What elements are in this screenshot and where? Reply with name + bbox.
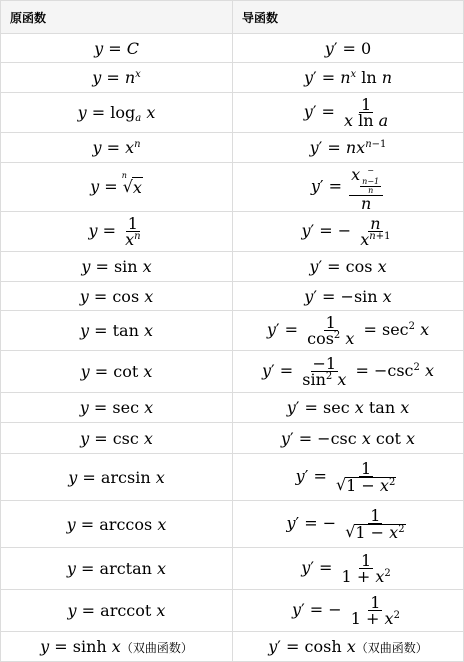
derivative-cell: y′ = $\frac{1}{1 + x^2}$ [233, 548, 464, 590]
derivative-cell: y′ = − 1 √ $1 - x^2$ [233, 501, 464, 548]
table-row [1, 133, 464, 163]
table-row [1, 252, 464, 282]
formula-cell: y = C [1, 34, 233, 63]
derivative-cell: y′ = −sin x [233, 282, 464, 311]
header-derivative: 导函数 [233, 1, 464, 34]
table-row [1, 282, 464, 311]
formula-cell: y = $\frac{1}{x^n}$ [1, 212, 233, 252]
table-row [1, 34, 464, 63]
hyperbolic-note: （双曲函数） [120, 641, 193, 655]
formula-cell: y = sinh x（双曲函数） [1, 632, 233, 662]
derivative-cell: y′ = 1 √ $1 - x^2$ [233, 454, 464, 501]
formula-cell: y = arccos x [1, 501, 233, 548]
table-row [1, 163, 464, 212]
derivative-cell: y′ = cosh x（双曲函数） [233, 632, 464, 662]
derivative-cell: y′ = 0 [233, 34, 464, 63]
derivative-cell: y′ = $\frac{-1}{\sin^2 x}$ = $-\csc^2$ x [233, 351, 464, 393]
table-row [1, 423, 464, 454]
table-row [1, 351, 464, 393]
derivative-cell: y′ = x − n−1 n n [233, 163, 464, 212]
hyperbolic-note: （双曲函数） [355, 641, 428, 655]
derivative-cell: $y' = n^x$ ln n [233, 63, 464, 93]
formula-cell: y = cot x [1, 351, 233, 393]
derivative-cell: y′ = − $\frac{1}{1 + x^2}$ [233, 590, 464, 632]
header-row [1, 1, 464, 34]
table-row [1, 501, 464, 548]
formula-cell: y = tan x [1, 311, 233, 351]
table-row [1, 393, 464, 423]
table-row [1, 548, 464, 590]
derivative-cell: y′ = −csc x cot x [233, 423, 464, 454]
derivative-cell: y′ = − $\frac{n}{x^{n+1}}$ [233, 212, 464, 252]
formula-cell: $y = \log_a x$ [1, 93, 233, 133]
formula-cell: y = sec x [1, 393, 233, 423]
table-row [1, 632, 464, 662]
formula-cell: y = csc x [1, 423, 233, 454]
formula-cell: $y = x^n$ [1, 133, 233, 163]
table-row [1, 454, 464, 501]
derivative-cell: y′ = $\frac{1}{\text{x ln a}}$ [233, 93, 464, 133]
table-row [1, 93, 464, 133]
formula-cell: y = arcsin x [1, 454, 233, 501]
formula-cell: $y = n^x$ [1, 63, 233, 93]
formula-cell: y = cos x [1, 282, 233, 311]
derivative-cell: y′ = sec x tan x [233, 393, 464, 423]
formula-cell: y = sin x [1, 252, 233, 282]
derivative-cell: y′ = cos x [233, 252, 464, 282]
derivative-cell: $y' = nx^{n-1}$ [233, 133, 464, 163]
derivative-cell: y′ = $\frac{1}{\cos^2 x}$ = $\sec^2 x$ [233, 311, 464, 351]
formula-cell: y = arccot x [1, 590, 233, 632]
table-row [1, 311, 464, 351]
formula-cell: y = n √ x [1, 163, 233, 212]
table-row [1, 63, 464, 93]
header-original-function: 原函数 [1, 1, 233, 34]
table-row [1, 212, 464, 252]
table-row [1, 590, 464, 632]
formula-cell: y = arctan x [1, 548, 233, 590]
